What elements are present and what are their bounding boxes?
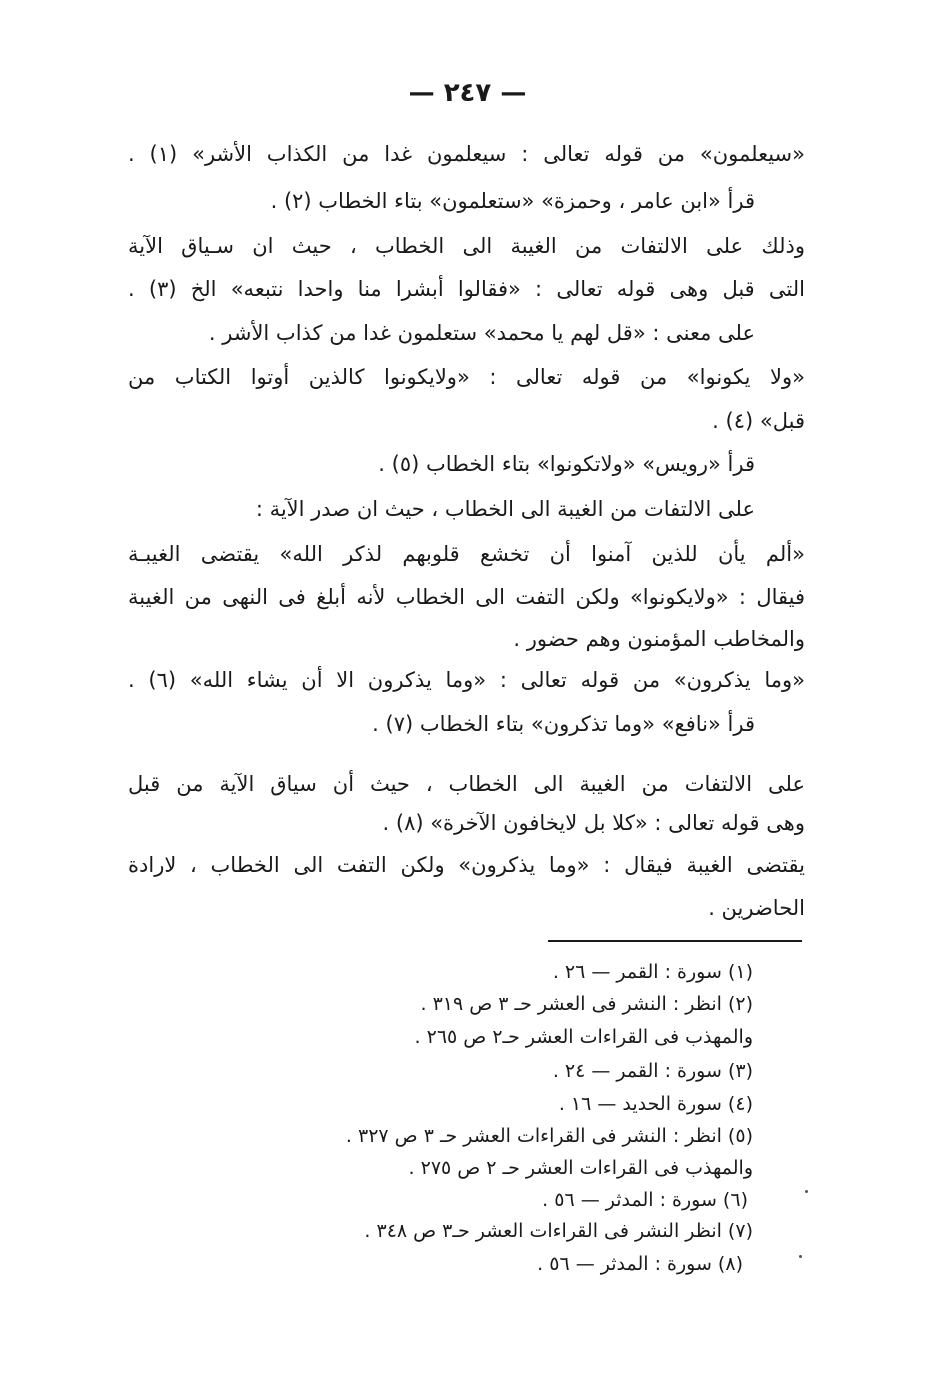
- footnote-5: (٥) انظر : النشر فى القراءات العشر حـ ٣ ص ٣٢٧ .: [345, 1125, 753, 1147]
- text-line-8: قرأ «رويس» «ولاتكونوا» بتاء الخطاب (٥) .: [378, 452, 755, 476]
- footnote-7: (٧) انظر النشر فى القراءات العشر حـ٣ ص ٣٤٨ .: [364, 1220, 753, 1242]
- text-line-14: قرأ «نافع» «وما تذكرون» بتاء الخطاب (٧) .: [372, 712, 755, 736]
- text-line-15: على الالتفات من الغيبة الى الخطاب ، حيث أن سياق الآية من قبل: [128, 772, 805, 796]
- footnote-8: (٨) سورة : المدثر — ٥٦ .: [537, 1253, 743, 1275]
- text-line-7: قبل» (٤) .: [712, 409, 805, 433]
- footnote-5-continued: والمهذب فى القراءات العشر حـ ٢ ص ٢٧٥ .: [408, 1157, 753, 1179]
- footnote-separator: [548, 940, 802, 942]
- text-line-9: على الالتفات من الغيبة الى الخطاب ، حيث ان صدر الآية :: [255, 497, 755, 521]
- text-line-2: قرأ «ابن عامر ، وحمزة» «ستعلمون» بتاء الخطاب (٢) .: [270, 189, 755, 213]
- text-line-12: والمخاطب المؤمنون وهم حضور .: [513, 627, 805, 651]
- page-number: — ٢٤٧ —: [408, 78, 527, 108]
- text-line-5: على معنى : «قل لهم يا محمد» ستعلمون غدا من كذاب الأشر .: [208, 321, 755, 345]
- text-line-13: «وما يذكرون» من قوله تعالى : «وما يذكرون الا أن يشاء الله» (٦) .: [128, 668, 805, 692]
- text-line-16: وهى قوله تعالى : «كلا بل لايخافون الآخرة» (٨) .: [382, 811, 805, 835]
- text-line-18: الحاضرين .: [708, 896, 805, 920]
- text-line-11: فيقال : «ولايكونوا» ولكن التفت الى الخطاب لأنه أبلغ فى النهى من الغيبة: [128, 585, 805, 609]
- footnote-4: (٤) سورة الحديد — ١٦ .: [558, 1093, 753, 1115]
- scan-speck: [805, 1190, 808, 1193]
- text-line-3: وذلك على الالتفات من الغيبة الى الخطاب ، حيث ان سـياق الآية: [128, 234, 805, 258]
- text-line-4: التى قبل وهى قوله تعالى : «فقالوا أبشرا منا واحدا نتبعه» الخ (٣) .: [128, 277, 805, 301]
- footnote-1: (١) سورة : القمر — ٢٦ .: [552, 961, 753, 983]
- text-line-1: «سيعلمون» من قوله تعالى : سيعلمون غدا من الكذاب الأشر» (١) .: [128, 142, 805, 166]
- footnote-6: (٦) سورة : المدثر — ٥٦ .: [542, 1189, 748, 1211]
- text-line-10: «ألم يأن للذين آمنوا أن تخشع قلوبهم لذكر الله» يقتضى الغيبـة: [128, 542, 805, 566]
- footnote-2: (٢) انظر : النشر فى العشر حـ ٣ ص ٣١٩ .: [420, 993, 753, 1015]
- scan-speck: [799, 1255, 802, 1258]
- text-line-17: يقتضى الغيبة فيقال : «وما يذكرون» ولكن التفت الى الخطاب ، لارادة: [128, 853, 805, 877]
- footnote-2-continued: والمهذب فى القراءات العشر حـ٢ ص ٢٦٥ .: [414, 1026, 753, 1048]
- text-line-6: «ولا يكونوا» من قوله تعالى : «ولايكونوا كالذين أوتوا الكتاب من: [128, 365, 805, 389]
- footnote-3: (٣) سورة : القمر — ٢٤ .: [552, 1060, 753, 1082]
